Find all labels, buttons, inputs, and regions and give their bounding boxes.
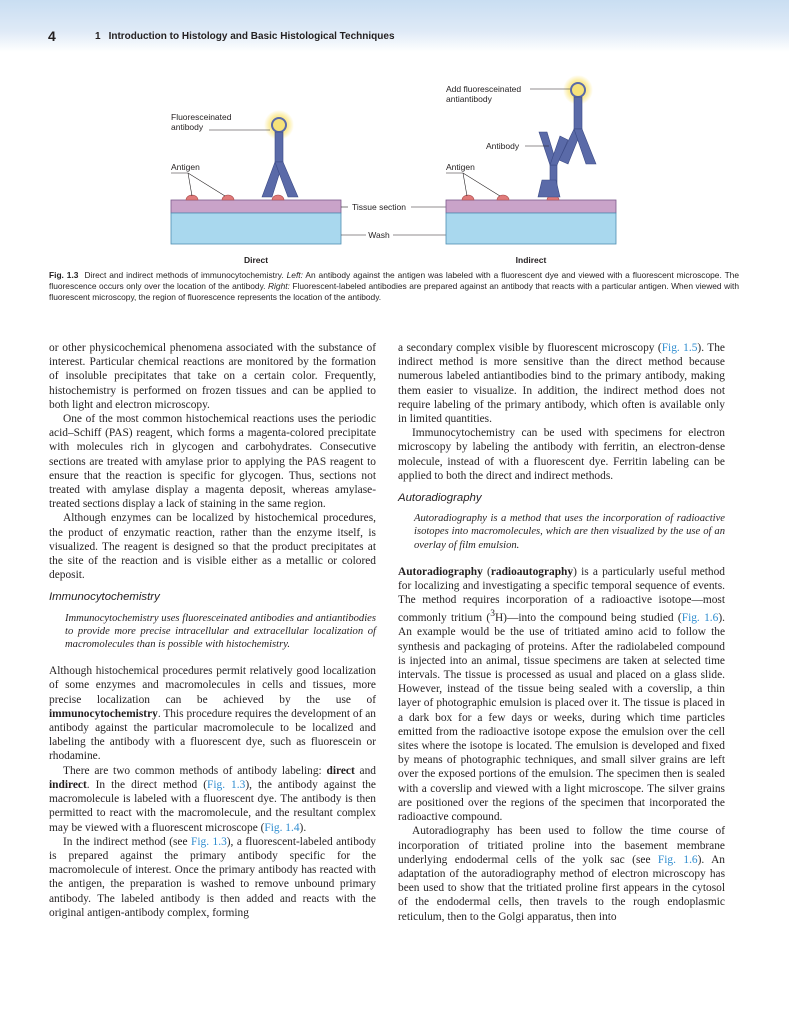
- label-add-fluoresceinated: Add fluoresceinated: [446, 84, 522, 94]
- direct-panel: [171, 110, 341, 265]
- left-column: [49, 341, 376, 920]
- paragraph: or other physicochemical phenomena associated with the substance of interest. Particular chemical reactions are monitored by the formation of insoluble precipitates that take on a certain color. Frequently, histochemistry is performed on frozen tissues and can be applied to both light and electron microscopy.: [49, 342, 376, 411]
- paragraph: In the indirect method (see Fig. 1.3), a fluorescent-labeled antibody is prepared against the primary antibody specific for the macromolecule of interest. Once the primary antibody has reacted with the antigen, the preparation is washed to remove unbound primary antibody. The labeled antibody is then added and reacts with the original antigen-antibody complex, forming: [49, 835, 376, 919]
- primary-antibody: [538, 132, 568, 197]
- indirect-panel: [446, 75, 616, 265]
- section-summary: Immunocytochemistry uses fluoresceinated antibodies and antiantibodies to provide more precise intracellular and extracellular localization of macromolecules than is possible with histochemistry.: [65, 612, 376, 651]
- label-antigen-left: Antigen: [171, 162, 200, 172]
- paragraph: Although enzymes can be localized by histochemical procedures, the product of enzymatic reaction, rather than the enzyme itself, is visualized. The reagent is designed so that the product precipitates at the site of the reaction and is visible either as a metallic or colored deposit.: [49, 512, 376, 582]
- tissue-section-left: [171, 200, 341, 213]
- chapter-title: Introduction to Histology and Basic Histological Techniques: [108, 31, 395, 42]
- wash-layer-left: [171, 213, 341, 244]
- paragraph: One of the most common histochemical reactions uses the periodic acid–Schiff (PAS) reagent, which forms a magenta-colored precipitate with molecules rich in glycogen and carbohydrates. Consecutive sections are treated with amylase prior to applying the PAS reagent to ensure that the reaction is specific for glycogen. Thus, sections not treated with amylase display a magenta deposit, whereas amylase-treated sections display a lack of staining in the same region.: [49, 413, 376, 511]
- antigen-right-1: [462, 195, 474, 200]
- paragraph: Autoradiography (radioautography) is a particularly useful method for localizing and investigating a specific temporal sequence of events. The method requires incorporation of a radioactive isotope—most commonly tritium ($^3$H)—into the compound being studied (Fig. 1.6). An example would be the use of tritiated amino acid to follow the synthesis and packaging of proteins. After the radiolabeled compound is injected into an animal, tissue specimens are taken at selected time intervals. The tissue is processed as usual and placed on a glass slide. However, instead of the tissue being sealed with a coverslip, a thin layer of photographic emulsion is placed over it. The tissue is placed in a dark box for a few days or weeks, during which time particles emitted from the radioactive isotope expose the emulsion over the cell sites where the isotope is located. The emulsion is developed and fixed by means of photographic techniques, and small silver grains are left over the exposed portions of the emulsion. The specimen then is sealed with a coverslip and viewed with a light microscope. The silver grains are positioned over the regions of the specimen that incorporated the radioactive compound.: [398, 565, 726, 824]
- section-heading-autoradiography: Autoradiography: [398, 492, 482, 505]
- fluorescein-label: [272, 118, 286, 132]
- running-header: [0, 0, 789, 52]
- label-antibody-right: Antibody: [486, 141, 520, 151]
- chapter-number: 1: [95, 31, 101, 42]
- figure-link[interactable]: Fig. 1.5: [661, 342, 698, 354]
- label-fluoresceinated: Fluoresceinated: [171, 112, 232, 122]
- page-number: 4: [48, 28, 56, 44]
- paragraph: There are two common methods of antibody labeling: direct and indirect. In the direct method (Fig. 1.3), the antibody against the macromolecule is labeled with a fluorescent dye. The antibody is then permitted to react with the macromolecule, and the resultant complex may be viewed with a fluorescent microscope (Fig. 1.4).: [49, 764, 376, 834]
- figure-link[interactable]: Fig. 1.6: [657, 853, 698, 866]
- tissue-section-right: [446, 200, 616, 213]
- figure-label: Fig. 1.3: [49, 270, 79, 280]
- fluoresceinated-antiantibody: [559, 75, 596, 164]
- running-head: [95, 31, 395, 42]
- antigen-left-3: [272, 195, 284, 200]
- paragraph: Immunocytochemistry can be used with specimens for electron microscopy by labeling the antibody with ferritin, an electron-dense molecule, instead of with a fluorescent dye. Ferritin labeling can be applied to both the direct and indirect methods.: [398, 427, 725, 482]
- fluoresceinated-antibody: [262, 110, 298, 197]
- paragraph: Autoradiography has been used to follow the time course of incorporation of tritiated proline into the basement membrane underlying endodermal cells of the yolk sac (see Fig. 1.6). An adaptation of the autoradiography method of electron microscopy has been used to show that the tritiated proline first appears in the cytosol of the endodermal cells, then travels to the rough endoplasmic reticulum, then to the Golgi apparatus, then into: [398, 825, 725, 923]
- figure-link[interactable]: Fig. 1.6: [681, 612, 719, 625]
- section-summary: Autoradiography is a method that uses the incorporation of radioactive isotopes into macromolecules, which are then visualized by the use of an overlay of film emulsion.: [414, 513, 725, 551]
- label-antiantibody: antiantibody: [446, 94, 492, 104]
- label-wash: Wash: [368, 230, 390, 240]
- figure-link[interactable]: Fig. 1.3: [191, 835, 227, 848]
- paragraph: a secondary complex visible by fluorescent microscopy (Fig. 1.5). The indirect method is more sensitive than the direct method because numerous labeled antiantibodies bind to the primary antibody, making them easier to visualize. In addition, the indirect method does not require labeling of the primary antibody, which often is available only in limited quantities.: [398, 342, 725, 426]
- figure-link[interactable]: Fig. 1.3: [207, 778, 246, 791]
- right-column: [398, 341, 725, 924]
- panel-label-indirect: Indirect: [515, 255, 547, 265]
- wash-layer-right: [446, 213, 616, 244]
- antigen-left-2: [222, 195, 234, 200]
- paragraph: Although histochemical procedures permit relatively good localization of some enzymes and macromolecules in cells and tissues, more precise localization can be achieved by the use of immunocytochemistry. This procedure requires the development of an antibody against the particular macromolecule to be localized and labeling the antibody with a fluorescent dye, such as fluorescein or rhodamine.: [49, 665, 376, 763]
- figure-link[interactable]: Fig. 1.4: [264, 821, 300, 834]
- section-heading-immunocytochemistry: Immunocytochemistry: [49, 591, 160, 604]
- figure-caption: Fig. 1.3 Direct and indirect methods of immunocytochemistry. Left: An antibody against the antigen was labeled with a fluorescent dye and viewed with a fluorescent microscope. The fluorescence occurs only over the location of the antibody. Right: Fluorescent-labeled antibodies are prepared against an antibody that reacts with a particular antigen. When viewed with fluorescent microscopy, the region of fluorescence represents the location of the antibody.: [49, 270, 739, 303]
- figure-immunocytochemistry: [0, 70, 789, 270]
- label-antigen-right: Antigen: [446, 162, 475, 172]
- label-antibody-left: antibody: [171, 122, 204, 132]
- fluorescein-label-right: [571, 83, 585, 97]
- panel-label-direct: Direct: [243, 255, 269, 265]
- label-tissue-section: Tissue section: [351, 202, 407, 212]
- antigen-right-2: [497, 195, 509, 200]
